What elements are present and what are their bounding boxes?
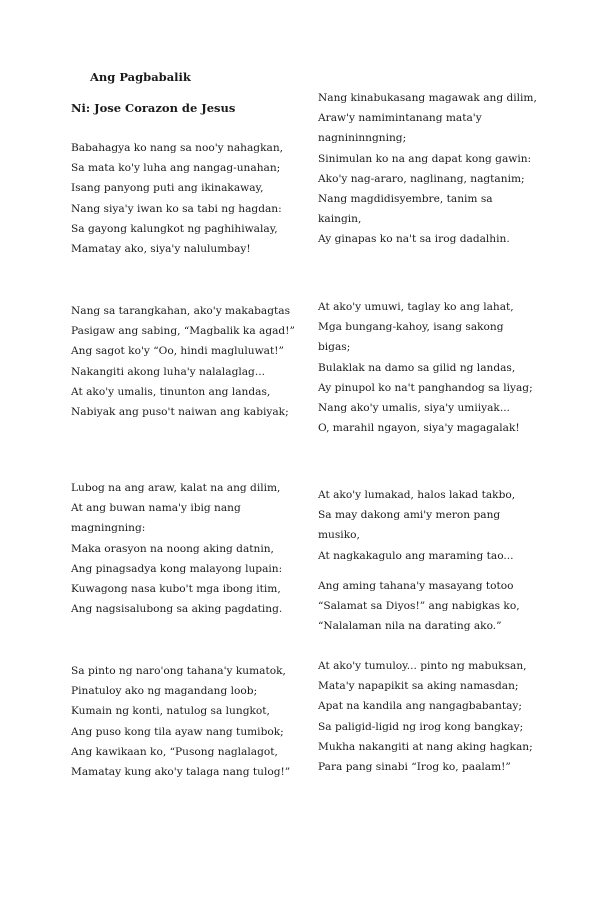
poem-line: Ay pinupol ko na't panghandog sa liyag;: [318, 381, 533, 394]
poem-line: At ako'y tumuloy... pinto ng mabuksan,: [318, 660, 527, 672]
poem-line: kaingin,: [318, 213, 362, 226]
poem-line: Araw'y namimintanang mata'y: [318, 112, 482, 125]
poem-line: “Salamat sa Diyos!” ang nabigkas ko,: [318, 600, 520, 613]
stanza: [318, 485, 568, 566]
stanza: [71, 301, 321, 422]
poem-line: Nang magdidisyembre, tanim sa: [318, 193, 493, 206]
poem-line: Mamatay kung ako'y talaga nang tulog!”: [71, 766, 291, 779]
poem-line: Ang puso kong tila ayaw nang tumibok;: [71, 725, 284, 738]
poem-line: Nang ako'y umalis, siya'y umiiyak...: [318, 402, 510, 415]
poem-line: Ay ginapas ko na't sa irog dadalhin.: [318, 233, 510, 246]
poem-line: nagnininngning;: [318, 132, 407, 145]
stanza: [71, 661, 321, 782]
poem-line: Babahagya ko nang sa noo'y nahagkan,: [71, 142, 284, 154]
stanza: [318, 576, 568, 637]
poem-line: Nakangiti akong luha'y nalalaglag...: [71, 365, 265, 378]
poem-line: Kuwagong nasa kubo't mga ibong itim,: [71, 583, 281, 596]
poem-line: Para pang sinabi “Irog ko, paalam!”: [318, 761, 511, 774]
poem-line: Lubog na ang araw, kalat na ang dilim,: [71, 482, 281, 494]
poem-line: musiko,: [318, 529, 360, 542]
poem-line: Sa mata ko'y luha ang nangag-unahan;: [71, 162, 281, 175]
poem-author: Ni: Jose Corazon de Jesus: [71, 101, 236, 115]
poem-line: “Nalalaman nila na darating ako.”: [318, 620, 502, 633]
poem-line: Ang aming tahana'y masayang totoo: [318, 580, 514, 592]
poem-line: At nagkakagulo ang maraming tao...: [318, 549, 514, 562]
poem-line: O, marahil ngayon, siya'y magagalak!: [318, 422, 520, 435]
poem-line: Sa paligid-ligid ng irog kong bangkay;: [318, 720, 524, 733]
poem-line: Kumain ng konti, natulog sa lungkot,: [71, 705, 270, 718]
poem-line: Nang siya'y iwan ko sa tabi ng hagdan:: [71, 202, 282, 215]
poem-line: Sa gayong kalungkot ng paghihiwalay,: [71, 222, 278, 235]
poem-line: Bulaklak na damo sa gilid ng landas,: [318, 361, 516, 374]
poem-line: bigas;: [318, 341, 351, 354]
stanza: [318, 656, 568, 777]
poem-title: Ang Pagbabalik: [90, 70, 191, 84]
stanza: [318, 88, 568, 250]
poem-line: Ako'y nag-araro, naglinang, nagtanim;: [318, 172, 525, 185]
poem-line: Isang panyong puti ang ikinakaway,: [71, 182, 264, 195]
poem-line: Nang kinabukasang magawak ang dilim,: [318, 92, 537, 104]
poem-line: Ang kawikaan ko, “Pusong naglalagot,: [71, 745, 278, 758]
poem-line: Maka orasyon na noong aking datnin,: [71, 542, 274, 555]
poem-line: Ang pinagsadya kong malayong lupain:: [71, 562, 283, 575]
poem-line: Apat na kandila ang nangagbabantay;: [318, 700, 522, 713]
poem-line: Mga bungang-kahoy, isang sakong: [318, 321, 504, 334]
poem-line: At ako'y lumakad, halos lakad takbo,: [318, 489, 516, 501]
poem-line: Nabiyak ang puso't naiwan ang kabiyak;: [71, 406, 289, 419]
poem-line: Sa may dakong ami'y meron pang: [318, 509, 501, 522]
poem-line: At ang buwan nama'y ibig nang: [71, 502, 241, 515]
poem-line: magningning:: [71, 522, 146, 535]
poem-line: Pasigaw ang sabing, “Magbalik ka agad!”: [71, 325, 295, 338]
poem-line: Mukha nakangiti at nang aking hagkan;: [318, 740, 533, 753]
poem-line: Mamatay ako, siya'y nalulumbay!: [71, 243, 251, 256]
poem-line: Pinatuloy ako ng magandang loob;: [71, 685, 258, 698]
stanza: [71, 138, 321, 259]
stanza: [71, 478, 321, 619]
stanza: [318, 297, 568, 438]
poem-line: Sinimulan ko na ang dapat kong gawin:: [318, 152, 532, 165]
poem-line: Ang nagsisalubong sa aking pagdating.: [71, 603, 283, 616]
poem-line: Mata'y napapikit sa aking namasdan;: [318, 680, 519, 693]
poem-line: At ako'y umuwi, taglay ko ang lahat,: [318, 301, 514, 313]
poem-line: At ako'y umalis, tinunton ang landas,: [71, 385, 271, 398]
poem-line: Ang sagot ko'y “Oo, hindi magluluwat!”: [71, 345, 284, 358]
poem-line: Nang sa tarangkahan, ako'y makabagtas: [71, 305, 291, 317]
poem-line: Sa pinto ng naro'ong tahana'y kumatok,: [71, 665, 286, 677]
